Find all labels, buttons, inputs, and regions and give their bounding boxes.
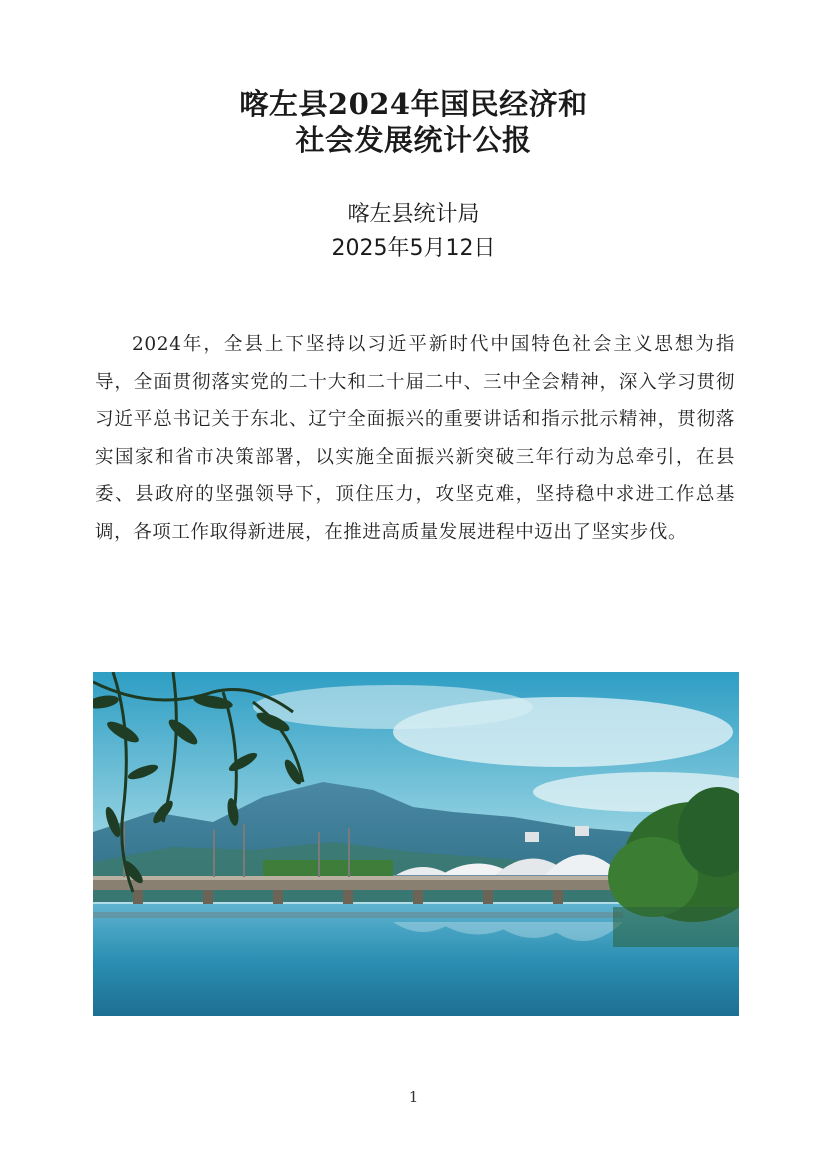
issuer-name: 喀左县统计局 [347,202,480,227]
bridge-reflection [93,912,623,918]
cloud [253,685,533,729]
title-line-1: 喀左县2024年国民经济和 [239,87,588,121]
title-line-2: 社会发展统计公报 [295,123,532,157]
issue-date: 2025年5月12日 [331,236,496,261]
issuer-block [0,198,827,266]
landscape-photo [93,672,739,1016]
document-title [0,86,827,158]
intro-paragraph: 2024年，全县上下坚持以习近平新时代中国特色社会主义思想为指导，全面贯彻落实党的二十大和二十届二中、三中全会精神，深入学习贯彻习近平总书记关于东北、辽宁全面振兴的重要讲话和指示批示精神，贯彻落实国家和省市决策部署，以实施全面振兴新突破三年行动为总牵引，在县委、县政府的坚强领导下，顶住压力，攻坚克难，坚持稳中求进工作总基调，各项工作取得新进展，在推进高质量发展进程中迈出了坚实步伐。 [95,334,735,543]
page-number: 1 [408,1088,419,1106]
landscape-illustration [93,672,739,1016]
far-trees [263,860,393,878]
